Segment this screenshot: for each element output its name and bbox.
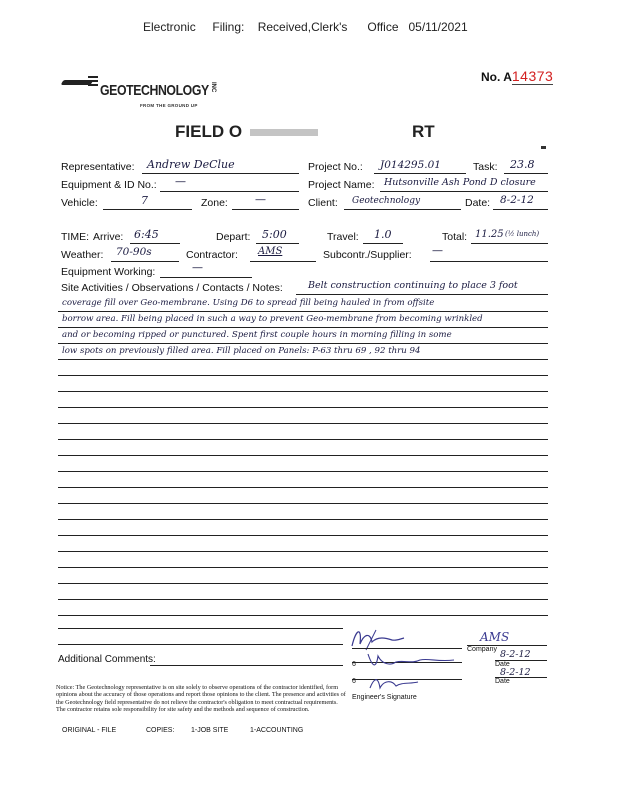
date-value-1[interactable]: 8-2-12	[500, 649, 531, 660]
form-title-left: FIELD O	[175, 122, 243, 141]
total-label: Total:	[442, 231, 468, 243]
ruled-line	[58, 439, 548, 440]
equipment-id-value[interactable]: —	[175, 175, 186, 188]
ruled-line	[58, 423, 548, 424]
task-label: Task:	[473, 161, 498, 173]
logo	[62, 76, 232, 116]
logo-name: GEOTECHNOLOGY	[100, 82, 209, 99]
arrive-label: Arrive:	[93, 231, 124, 243]
depart-label: Depart:	[216, 231, 251, 243]
travel-label: Travel:	[327, 231, 359, 243]
title-smudge	[250, 129, 318, 136]
site-activities-line-2[interactable]: coverage fill over Geo-membrane. Using D6 to spread fill being hauled in from offsite	[62, 298, 435, 308]
ruled-line	[58, 487, 548, 488]
equipment-working-value[interactable]: —	[192, 261, 203, 274]
logo-suffix: INC	[210, 82, 216, 93]
time-label: TIME:	[61, 231, 89, 243]
ruled-line	[58, 583, 548, 584]
logo-tagline: FROM THE GROUND UP	[140, 103, 198, 108]
project-no-label: Project No.:	[308, 161, 363, 173]
representative-label: Representative:	[61, 161, 135, 173]
travel-value[interactable]: 1.0	[374, 228, 392, 241]
contractor-label: Contractor:	[186, 249, 238, 261]
zone-value[interactable]: —	[255, 193, 266, 206]
weather-value[interactable]: 70-90s	[116, 246, 152, 258]
date-label-1: Date	[495, 661, 510, 668]
zone-label: Zone:	[201, 197, 228, 209]
total-value[interactable]: 11.25	[475, 229, 504, 240]
filing-header: Electronic Filing: Received,Clerk's Office 05/11/2021	[143, 20, 468, 34]
form-title-right: RT	[412, 122, 435, 141]
engineer-signature	[366, 674, 426, 694]
company-label: Company	[467, 646, 497, 653]
ruled-line	[58, 599, 548, 600]
ruled-line	[58, 551, 548, 552]
scan-mark	[541, 146, 546, 149]
arrive-value[interactable]: 6:45	[134, 228, 159, 241]
depart-value[interactable]: 5:00	[262, 228, 287, 241]
distribution-copies: COPIES:	[146, 727, 175, 734]
signature-mark-1: 6	[352, 661, 356, 668]
additional-comments-label: Additional Comments:	[58, 654, 156, 665]
distribution-original: ORIGINAL - FILE	[62, 727, 117, 734]
distribution-job-site: 1-JOB SITE	[191, 727, 229, 734]
project-name-label: Project Name:	[308, 179, 375, 191]
date-value[interactable]: 8-2-12	[500, 194, 534, 206]
engineer-signature-label: Engineer's Signature	[352, 694, 417, 701]
site-activities-line-4[interactable]: and or becoming ripped or punctured. Spent first couple hours in morning filling in some	[62, 330, 452, 340]
signature-2	[366, 650, 461, 675]
contractor-value[interactable]: AMS	[258, 246, 283, 257]
subcontractor-value[interactable]: —	[432, 244, 443, 257]
ruled-line	[58, 519, 548, 520]
task-value[interactable]: 23.8	[510, 158, 535, 171]
signature-mark-2: 6	[352, 678, 356, 685]
project-no-value[interactable]: J014295.01	[380, 159, 441, 171]
site-activities-line-5[interactable]: low spots on previously filled area. Fill placed on Panels: P-63 thru 69 , 92 thru 94	[62, 346, 421, 356]
equipment-working-label: Equipment Working:	[61, 266, 156, 278]
ruled-line	[58, 567, 548, 568]
date-label-2: Date	[495, 678, 510, 685]
ruled-line	[58, 471, 548, 472]
notice-text: Notice: The Geotechnology representative is on site solely to observe operations of the contractor identified, form opinions about the accuracy of those operations and report those opinions to the client. The presence and activities of the Geotechnology field representative do not relieve the contractor's obligation to meet contractual requirements. The contractor retains sole responsibility for site safety and the methods and sequence of construction.	[56, 684, 346, 714]
form-number	[481, 68, 553, 84]
equipment-id-label: Equipment & ID No.:	[61, 179, 157, 191]
ruled-line	[58, 407, 548, 408]
client-value[interactable]: Geotechnology	[352, 196, 421, 206]
form-number-prefix: No. A	[481, 70, 512, 84]
date-value-2[interactable]: 8-2-12	[500, 667, 531, 678]
form-number-value: 14373	[511, 68, 554, 84]
ruled-line	[58, 535, 548, 536]
weather-label: Weather:	[61, 249, 104, 261]
site-activities-line-1[interactable]: Belt construction continuing to place 3 foot	[308, 280, 518, 291]
vehicle-label: Vehicle:	[61, 197, 98, 209]
ruled-line	[58, 375, 548, 376]
subcontractor-label: Subcontr./Supplier:	[323, 249, 412, 261]
ruled-line	[58, 391, 548, 392]
ruled-line	[58, 503, 548, 504]
logo-bars-icon	[88, 76, 98, 88]
date-label: Date:	[465, 197, 491, 209]
ruled-line	[58, 455, 548, 456]
site-activities-line-3[interactable]: borrow area. Fill being placed in such a way to prevent Geo-membrane from becoming wrinkled	[62, 314, 483, 324]
vehicle-value[interactable]: 7	[141, 194, 148, 207]
client-label: Client:	[308, 197, 338, 209]
distribution-accounting: 1-ACCOUNTING	[250, 727, 304, 734]
project-name-value[interactable]: Hutsonville Ash Pond D closure	[384, 177, 536, 188]
site-activities-label: Site Activities / Observations / Contacts / Notes:	[61, 282, 283, 294]
company-value[interactable]: AMS	[480, 630, 510, 644]
ruled-line	[58, 615, 548, 616]
total-note: (½ lunch)	[505, 230, 540, 238]
representative-value[interactable]: Andrew DeClue	[147, 158, 235, 171]
